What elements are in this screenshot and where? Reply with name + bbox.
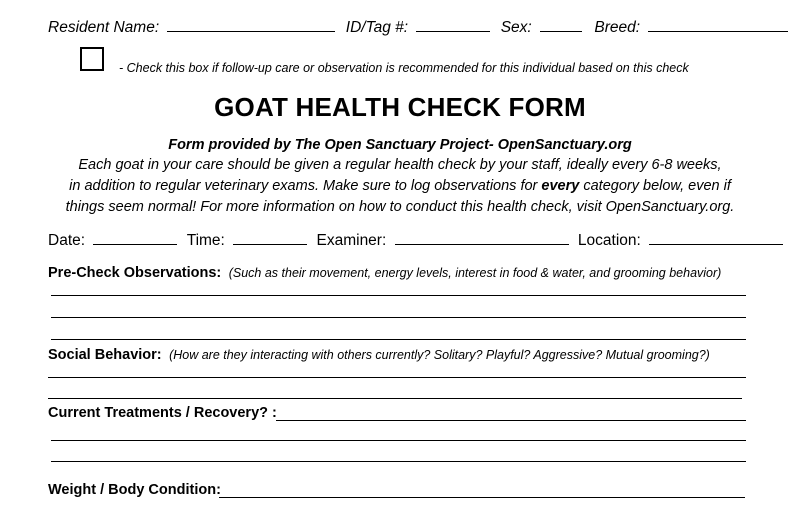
- form-title: GOAT HEALTH CHECK FORM: [214, 92, 586, 122]
- date-field[interactable]: [93, 231, 177, 245]
- treatments-line-2[interactable]: [51, 461, 746, 462]
- social-hint: (How are they interacting with others currently? Solitary? Playful? Aggressive? Mutual grooming?): [169, 348, 710, 362]
- resident-name-label: Resident Name:: [48, 19, 160, 36]
- id-tag-field[interactable]: [416, 18, 490, 32]
- pre-check-heading: [48, 264, 721, 282]
- intro-line-3: things seem normal! For more information on how to conduct this health check, visit OpenSanctuary.org.: [65, 199, 735, 215]
- examiner-label: Examiner:: [316, 232, 387, 249]
- sex-label: Sex:: [500, 19, 532, 36]
- provided-by: Form provided by The Open Sanctuary Project- OpenSanctuary.org: [168, 137, 632, 153]
- pre-check-line-1[interactable]: [51, 295, 746, 296]
- sex-field[interactable]: [540, 18, 582, 32]
- treatments-line-1[interactable]: [51, 440, 746, 441]
- location-label: Location:: [577, 232, 641, 249]
- breed-label: Breed:: [594, 19, 641, 36]
- header-fields-row: [48, 18, 788, 37]
- intro-emphasis: every: [541, 178, 580, 194]
- resident-name-field[interactable]: [167, 18, 335, 32]
- intro-line-2-end: category below, even if: [579, 178, 731, 194]
- info-fields-row: [48, 231, 783, 250]
- social-heading: [48, 346, 710, 364]
- intro-line-2: [0, 178, 800, 194]
- social-line-2[interactable]: [48, 398, 742, 399]
- id-tag-label: ID/Tag #:: [345, 19, 409, 36]
- weight-label: Weight / Body Condition:: [48, 482, 221, 498]
- pre-check-hint: (Such as their movement, energy levels, interest in food & water, and grooming behavior): [228, 266, 722, 280]
- treatments-label: Current Treatments / Recovery? :: [48, 405, 277, 421]
- followup-text: - Check this box if follow-up care or observation is recommended for this individual based on this check: [119, 61, 689, 75]
- social-line-1[interactable]: [48, 377, 746, 378]
- time-label: Time:: [186, 232, 225, 249]
- intro-line-2-start: in addition to regular veterinary exams. Make sure to log observations for: [69, 178, 542, 194]
- time-field[interactable]: [233, 231, 307, 245]
- followup-checkbox[interactable]: [80, 47, 104, 71]
- social-label: Social Behavior:: [48, 347, 162, 363]
- examiner-field[interactable]: [395, 231, 569, 245]
- date-label: Date:: [48, 232, 86, 249]
- location-field[interactable]: [649, 231, 783, 245]
- pre-check-line-3[interactable]: [51, 339, 746, 340]
- treatments-field[interactable]: [276, 420, 746, 421]
- weight-field[interactable]: [219, 497, 745, 498]
- breed-field[interactable]: [648, 18, 788, 32]
- intro-line-1: Each goat in your care should be given a regular health check by your staff, ideally every 6-8 weeks,: [78, 157, 722, 173]
- pre-check-label: Pre-Check Observations:: [48, 265, 222, 281]
- pre-check-line-2[interactable]: [51, 317, 746, 318]
